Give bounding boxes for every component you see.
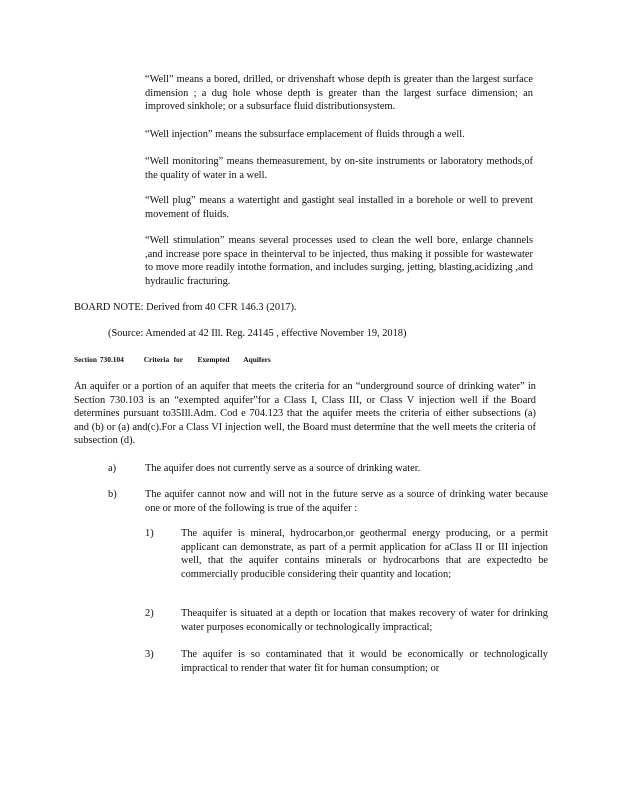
subsection-text: The aquifer cannot now and will not in the future serve as a source of drinking water because one or more of the following is true of the aquifer : bbox=[145, 489, 548, 514]
subsection-text: The aquifer does not currently serve as a source of drinking water. bbox=[145, 463, 421, 474]
intro-paragraph: An aquifer or a portion of an aquifer that meets the criteria for an “underground source of drinking water” in Section 730.103 is an “exempted aquifer”for a Class I, Class III, or Class V injection well if the Board determines pursuant to35Ill.Adm. Cod e 704.123 that the aquifer meets the criteria of either subsections (a) and (b) or (a) and(c).For a Class VI injection well, the Board must determine that the well meets the criteria of subsection (d). bbox=[74, 381, 536, 447]
list-item-text: The aquifer is so contaminated that it would be economically or technologically impractical to render that water fit for human consumption; or bbox=[181, 649, 548, 674]
section-number: 730.104 bbox=[99, 355, 124, 364]
definition-well-injection: “Well injection” means the subsurface emplacement of fluids through a well. bbox=[145, 129, 465, 140]
definition-well-plug: “Well plug” means a watertight and gastight seal installed in a borehole or well to prevent movement of fluids. bbox=[145, 195, 533, 220]
list-item-text: Theaquifer is situated at a depth or location that makes recovery of water for drinking water purposes economically or technologically impractical; bbox=[181, 608, 548, 633]
subsection-label: a) bbox=[108, 463, 117, 474]
list-item-label: 3) bbox=[145, 649, 154, 660]
definition-well: “Well” means a bored, drilled, or drivenshaft whose depth is greater than the largest surface dimension ; a dug hole whose depth is greater than the largest surface dimension; an improved sinkhole; or a subsurface fluid distributionsystem. bbox=[145, 74, 533, 113]
section-title-word: Aquifers bbox=[243, 355, 271, 364]
list-item-label: 2) bbox=[145, 608, 154, 619]
section-title-word: Criteria bbox=[143, 355, 170, 364]
subsection-label: b) bbox=[108, 489, 117, 500]
definition-well-monitoring: “Well monitoring” means themeasurement, by on-site instruments or laboratory methods,of the quality of water in a well. bbox=[145, 156, 533, 181]
board-note: BOARD NOTE: Derived from 40 CFR 146.3 (2017). bbox=[74, 302, 297, 313]
list-item-label: 1) bbox=[145, 528, 154, 539]
section-title-word: for bbox=[173, 355, 184, 364]
section-heading bbox=[74, 355, 271, 364]
source-note: (Source: Amended at 42 Ill. Reg. 24145 , effective November 19, 2018) bbox=[108, 328, 407, 339]
list-item-text: The aquifer is mineral, hydrocarbon,or geothermal energy producing, or a permit applicant can demonstrate, as part of a permit application for aClass II or III injection well, that the aquifer contains minerals or hydrocarbons that are expectedto be commercially producible considering their quantity and location; bbox=[181, 528, 548, 580]
section-title-word: Exempted bbox=[197, 355, 230, 364]
section-label: Section bbox=[74, 355, 97, 364]
definition-well-stimulation: “Well stimulation” means several processes used to clean the well bore, enlarge channels ,and increase pore space in theinterval to be injected, thus making it possible for wastewater to move more readily intothe formation, and includes surging, jetting, blasting,acidizing ,and hydraulic fracturing. bbox=[145, 235, 533, 287]
